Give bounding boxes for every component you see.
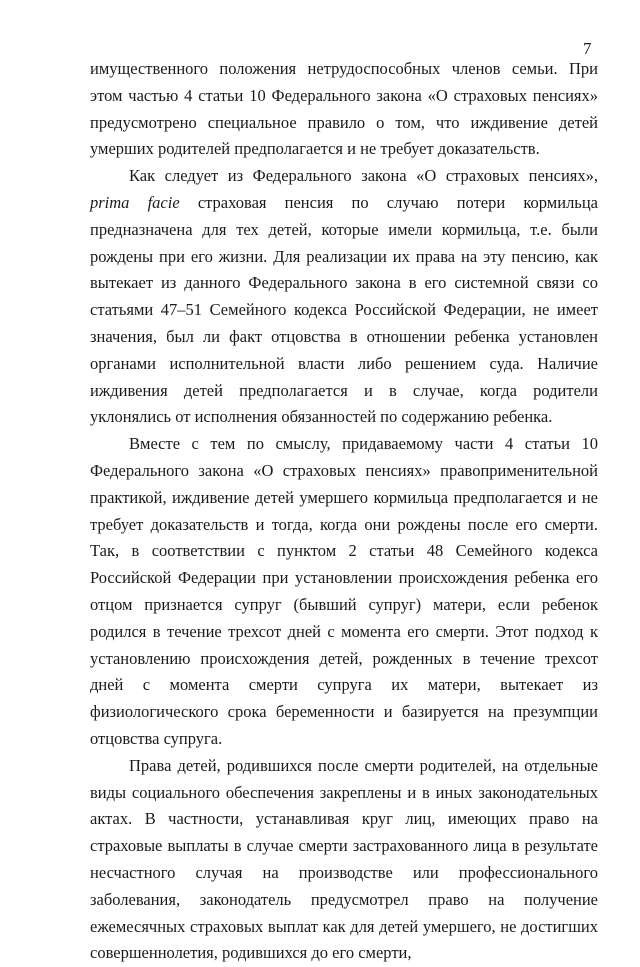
page-number: 7 xyxy=(583,39,592,58)
paragraph-1-continuation: имущественного положения нетрудоспособных членов семьи. При этом частью 4 статьи 10 Федерального закона «О страховых пенсиях» предусмотрено специальное правило о том, что иждивение детей умерших родителей предполагается и не требует доказательств. xyxy=(90,59,598,159)
paragraph-4: Права детей, родившихся после смерти родителей, на отдельные виды социального обеспечения закреплены и в иных законодательных актах. В частности, устанавливая круг лиц, имеющих право на страховые выплаты в случае смерти застрахованного лица в результате несчастного случая на производстве или профессионального заболевания, законодатель предусмотрел право на получение ежемесячных страховых выплат как для детей умершего, не достигших совершеннолетия, родившихся до его смерти, xyxy=(90,755,598,963)
paragraph-2-italic-phrase: prima facie xyxy=(90,192,180,212)
paragraph-2-text-before: Как следует из Федерального закона «О страховых пенсиях», xyxy=(129,166,598,186)
paragraph-2 xyxy=(90,163,598,431)
paragraph-3: Вместе с тем по смыслу, придаваемому части 4 статьи 10 Федерального закона «О страховых пенсиях» правоприменительной практикой, иждивение детей умершего кормильца предполагается и не требует доказательств и тогда, когда они рождены после его смерти. Так, в соответствии с пунктом 2 статьи 48 Семейного кодекса Российской Федерации при установлении происхождения ребенка его отцом признается супруг (бывший супруг) матери, если ребенок родился в течение трехсот дней с момента его смерти. Этот подход к установлению происхождения детей, рожденных в течение трехсот дней с момента смерти супруга их матери, вытекает из физиологического срока беременности и базируется на презумпции отцовства супруга. xyxy=(90,434,598,748)
document-body xyxy=(90,56,598,967)
paragraph-2-text-after: страховая пенсия по случаю потери кормильца предназначена для тех детей, которые имели кормильца, т.е. были рождены при его жизни. Для реализации их права на эту пенсию, как вытекает из данного Федерального закона в его системной связи со статьями 47–51 Семейного кодекса Российской Федерации, не имеет значения, был ли факт отцовства в отношении ребенка установлен органами исполнительной власти либо решением суда. Наличие иждивения детей предполагается и в случае, когда родители уклонялись от исполнения обязанностей по содержанию ребенка. xyxy=(90,192,598,427)
